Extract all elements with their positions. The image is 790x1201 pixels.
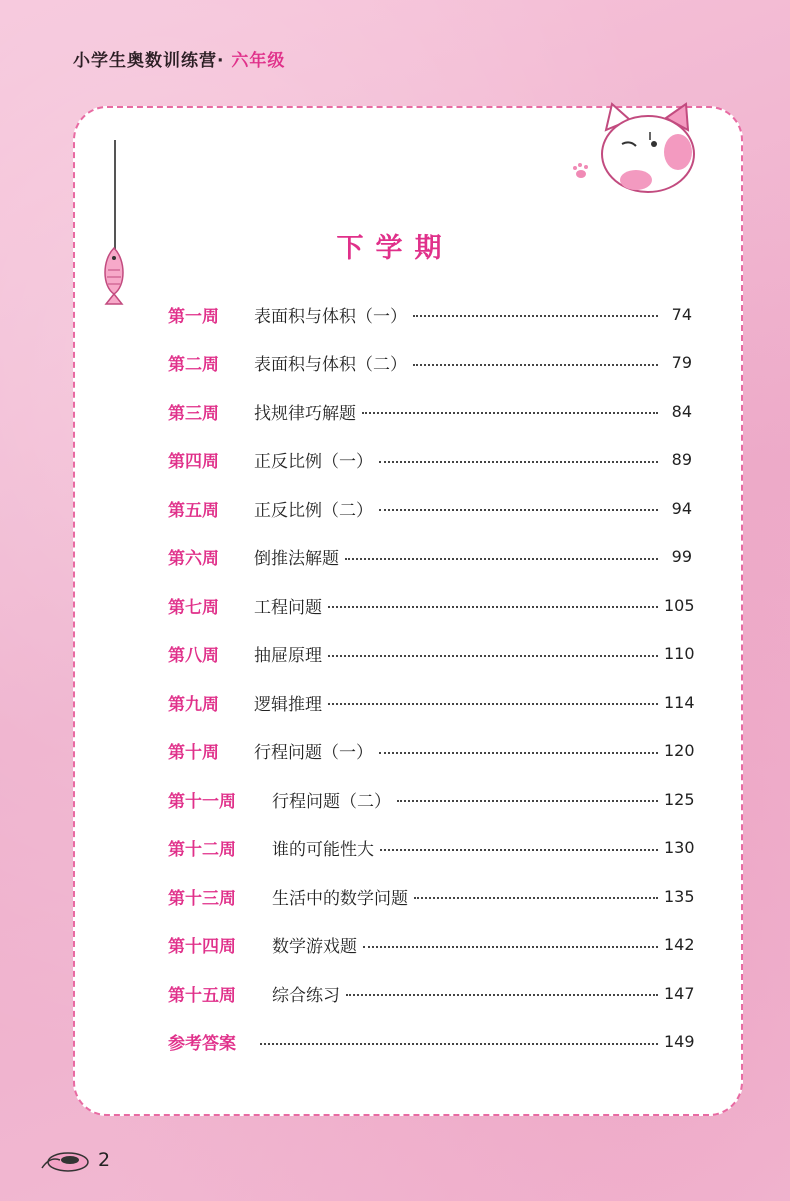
grade-label: 六年级 — [231, 51, 286, 71]
toc-page-number: 147 — [664, 983, 695, 1003]
toc-page-number: 110 — [664, 644, 695, 664]
toc-page-number: 130 — [664, 838, 695, 858]
toc-entry[interactable] — [168, 969, 695, 1018]
toc-page-number: 99 — [671, 547, 692, 567]
toc-chapter-title: 工程问题 — [254, 597, 322, 618]
toc-entry[interactable] — [168, 727, 695, 776]
toc-chapter-title: 行程问题（一） — [254, 743, 373, 764]
toc-entry[interactable] — [168, 775, 695, 824]
toc-week-label: 参考答案 — [168, 1034, 236, 1055]
paw-print-icon — [572, 162, 590, 180]
toc-week-label: 第六周 — [168, 549, 219, 570]
toc-week-label: 第十二周 — [168, 840, 236, 861]
toc-week-label: 第五周 — [168, 500, 219, 521]
toc-entry[interactable] — [168, 339, 692, 388]
toc-chapter-title: 抽屉原理 — [254, 646, 322, 667]
toc-entry[interactable] — [168, 824, 695, 873]
toc-entry[interactable] — [168, 387, 692, 436]
page-number: 2 — [98, 1149, 111, 1171]
toc-chapter-title: 逻辑推理 — [254, 694, 322, 715]
toc-entry[interactable] — [168, 484, 692, 533]
toc-page-number: 125 — [664, 789, 695, 809]
toc-page-number: 120 — [664, 741, 695, 761]
book-header — [73, 46, 285, 71]
table-of-contents — [168, 290, 695, 1066]
toc-page-number: 89 — [671, 450, 692, 470]
toc-leader-dots — [413, 315, 658, 317]
toc-entry[interactable] — [168, 630, 695, 679]
toc-week-label: 第一周 — [168, 306, 219, 327]
toc-leader-dots — [379, 509, 658, 511]
toc-chapter-title: 生活中的数学问题 — [272, 888, 408, 909]
toc-page-number: 149 — [664, 1032, 695, 1052]
toc-week-label: 第十一周 — [168, 791, 236, 812]
toc-chapter-title: 倒推法解题 — [254, 549, 339, 570]
toc-leader-dots — [362, 412, 658, 414]
toc-page-number: 79 — [671, 353, 692, 373]
toc-week-label: 第四周 — [168, 452, 219, 473]
book-series-title: 小学生奥数训练营· — [73, 51, 225, 71]
toc-leader-dots — [397, 800, 658, 802]
toc-entry[interactable] — [168, 581, 695, 630]
section-title: 下学期 — [336, 233, 454, 264]
toc-chapter-title: 谁的可能性大 — [272, 840, 374, 861]
toc-chapter-title: 正反比例（二） — [254, 500, 373, 521]
toc-leader-dots — [379, 461, 658, 463]
toc-leader-dots — [379, 752, 658, 754]
toc-leader-dots — [345, 558, 658, 560]
toc-page-number: 94 — [671, 498, 692, 518]
toc-page-number: 135 — [664, 886, 695, 906]
toc-chapter-title: 数学游戏题 — [272, 937, 357, 958]
toc-chapter-title: 找规律巧解题 — [254, 403, 356, 424]
toc-entry[interactable] — [168, 436, 692, 485]
toc-page-number: 74 — [671, 304, 692, 324]
toc-chapter-title: 正反比例（一） — [254, 452, 373, 473]
toc-chapter-title: 综合练习 — [272, 985, 340, 1006]
toc-entry[interactable] — [168, 872, 695, 921]
toc-page-number: 84 — [671, 401, 692, 421]
toc-leader-dots — [328, 606, 658, 608]
toc-week-label: 第九周 — [168, 694, 219, 715]
toc-week-label: 第三周 — [168, 403, 219, 424]
toc-week-label: 第十三周 — [168, 888, 236, 909]
toc-entry[interactable] — [168, 921, 695, 970]
cat-mascot-icon — [596, 100, 700, 196]
toc-week-label: 第二周 — [168, 355, 219, 376]
toc-leader-dots — [328, 703, 658, 705]
toc-chapter-title: 表面积与体积（二） — [254, 355, 407, 376]
toc-chapter-title: 表面积与体积（一） — [254, 306, 407, 327]
toc-entry[interactable] — [168, 533, 692, 582]
toc-page-number: 105 — [664, 595, 695, 615]
toc-week-label: 第八周 — [168, 646, 219, 667]
toc-leader-dots — [346, 994, 658, 996]
toc-entry[interactable] — [168, 678, 695, 727]
toc-leader-dots — [380, 849, 658, 851]
toc-leader-dots — [260, 1043, 658, 1045]
toc-week-label: 第十五周 — [168, 985, 236, 1006]
toc-page-number: 142 — [664, 935, 695, 955]
toc-page-number: 114 — [664, 692, 695, 712]
toc-chapter-title: 行程问题（二） — [272, 791, 391, 812]
fish-bowl-icon — [40, 1146, 92, 1174]
toc-leader-dots — [328, 655, 658, 657]
toc-leader-dots — [414, 897, 658, 899]
toc-leader-dots — [413, 364, 658, 366]
toc-week-label: 第十周 — [168, 743, 219, 764]
toc-week-label: 第十四周 — [168, 937, 236, 958]
toc-leader-dots — [363, 946, 658, 948]
toc-entry[interactable] — [168, 290, 692, 339]
toc-week-label: 第七周 — [168, 597, 219, 618]
toc-entry[interactable] — [168, 1018, 695, 1067]
